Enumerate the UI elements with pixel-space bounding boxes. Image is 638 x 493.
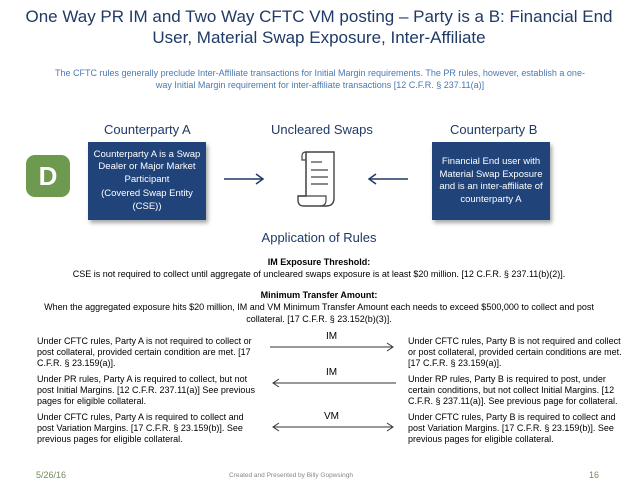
counterparty-a-heading: Counterparty A: [104, 122, 191, 137]
party-a-rule-vm: Under CFTC rules, Party A is required to collect and post Variation Margins. [17 C.F.R. § 23.159(b)]. See previous pages for eligible collateral.: [37, 412, 244, 444]
party-a-rule-cftc: Under CFTC rules, Party A is not required to collect or post collateral, provided certain condition are met. [17 C.F.R. § 23.159(a)].: [37, 336, 252, 368]
counterparty-a-description: Counterparty A is a Swap Dealer or Major Market Participant: [93, 148, 201, 185]
counterparty-b-heading: Counterparty B: [450, 122, 538, 137]
footer-page-number: 16: [589, 470, 600, 480]
im-threshold-label: IM Exposure Threshold:: [267, 257, 371, 267]
arrow-both-vm-icon: [268, 421, 398, 433]
party-b-rule-vm: Under CFTC rules, Party B is required to collect and post Variation Margins. [17 C.F.R. § 23.159(b)]. See previous pages for eligible collateral.: [408, 412, 616, 444]
rules-heading: Application of Rules: [261, 230, 377, 245]
party-a-rules: [37, 336, 257, 450]
footer-date: 5/26/16: [36, 470, 67, 480]
arrow-label-im-2: IM: [326, 367, 338, 378]
footer-credit: Created and Presented by Billy Gopwsingh: [229, 472, 353, 479]
arrow-right-im-1-icon: [268, 341, 398, 353]
party-a-rule-pr: Under PR rules, Party A is required to collect, but not post Initial Margins. [12 C.F.R. 237.11(a)] See previous pages for eligible collateral.: [37, 374, 255, 406]
page-subtitle: The CFTC rules generally preclude Inter-Affiliate transactions for Initial Margin requirements. The PR rules, however, establish a one-way Initial Margin requirement for inter-affiliate transactions [12 C.F.R. § 237.11(a)]: [55, 68, 585, 90]
party-b-rule-rp: Under RP rules, Party B is required to post, under certain conditions, but not collect Initial Margins. [12 C.F.R. § 237.11(a)]. See previous page for collateral.: [408, 374, 618, 406]
counterparty-a-cse: (Covered Swap Entity (CSE)): [101, 188, 193, 212]
section-badge: D: [26, 155, 70, 197]
party-b-rule-cftc: Under CFTC rules, Party B is not required and collect or post collateral, provided certain conditions are met. [17 C.F.R. § 23.159(a)].: [408, 336, 622, 368]
page-title: One Way PR IM and Two Way CFTC VM posting – Party is a B: Financial End User, Material Swap Exposure, Inter-Affiliate: [25, 7, 613, 47]
counterparty-b-description: Financial End user with Material Swap Exposure and is an inter-affiliate of counterparty A: [439, 156, 543, 205]
counterparty-a-box: [88, 142, 206, 220]
counterparty-b-box: [432, 142, 550, 220]
arrow-left-im-2-icon: [268, 377, 398, 389]
min-transfer-text: When the aggregated exposure hits $20 million, IM and VM Minimum Transfer Amount each needs to exceed $500,000 to collect and post collateral. [17 C.F.R. § 23.152(b)(3)].: [44, 302, 594, 324]
party-b-rules: [408, 336, 623, 450]
arrow-label-im-1: IM: [326, 331, 338, 342]
im-threshold-text: CSE is not required to collect until aggregate of uncleared swaps exposure is at least $20 million. [12 C.F.R. § 237.11(b)(2)].: [72, 269, 566, 279]
min-transfer-label: Minimum Transfer Amount:: [260, 290, 378, 300]
uncleared-swaps-heading: Uncleared Swaps: [271, 122, 373, 137]
arrow-label-vm: VM: [324, 411, 339, 422]
scroll-document-icon: [296, 148, 342, 210]
arrow-right-icon: [222, 172, 270, 186]
arrow-left-icon: [362, 172, 410, 186]
